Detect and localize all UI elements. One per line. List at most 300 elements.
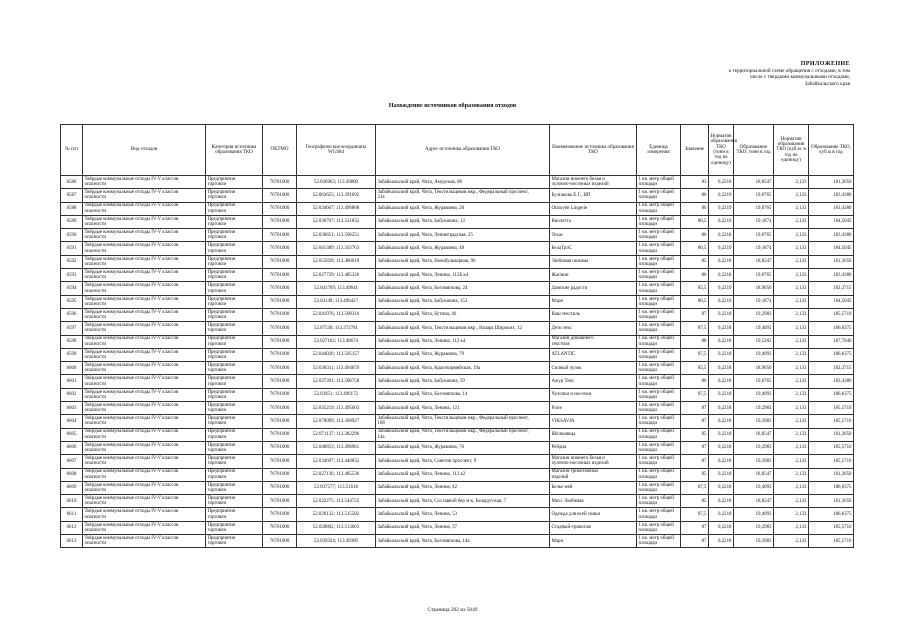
source-category — [206, 508, 263, 521]
norm-m3: 2,133 — [774, 295, 809, 308]
norm-tons: 0,2218 — [709, 255, 734, 268]
m3-per-year: 181,3050 — [809, 255, 854, 268]
source-category-line: торговли — [207, 448, 227, 454]
waste-type — [83, 481, 206, 494]
unit-line: 1 кв. метр общей — [638, 190, 674, 196]
value: 87,5 — [681, 481, 709, 494]
waste-type-line: опасности — [84, 275, 107, 281]
appendix-line: к территориальной схеме обращения с отходами, в том — [728, 67, 850, 74]
waste-type-line: опасности — [84, 527, 107, 533]
norm-m3: 2,133 — [774, 402, 809, 415]
m3-per-year: 185,5710 — [809, 308, 854, 321]
appendix-line: числе с твердыми коммунальными отходами, — [749, 74, 850, 81]
unit — [637, 428, 681, 441]
waste-type — [83, 402, 206, 415]
norm-m3: 2,133 — [774, 455, 809, 468]
waste-type — [83, 441, 206, 454]
source-address-line: Забайкальский край, Чита, Бабушкина, 59 — [377, 378, 465, 384]
unit-line: площади — [638, 355, 658, 360]
oktmo-code: 76701000 — [263, 535, 297, 548]
waste-type — [83, 176, 206, 189]
source-category-line: торговли — [207, 434, 227, 440]
norm-m3: 2,133 — [774, 322, 809, 335]
source-address-line: Забайкальский край, Чита, Богомягкова, 14 — [377, 392, 468, 398]
tons-per-year: 19,0765 — [734, 269, 774, 282]
source-address-line: Забайкальский край, Чита, Журавлева, 48 — [377, 245, 465, 251]
coordinates: 52.027136; 113.485536 — [297, 468, 376, 481]
source-address — [376, 428, 550, 441]
oktmo-code: 76701000 — [263, 322, 297, 335]
source-address — [376, 269, 550, 282]
source-name-line: Чулочки и носочки — [551, 392, 592, 398]
unit — [637, 308, 681, 321]
oktmo-code: 76701000 — [263, 242, 297, 255]
waste-type — [83, 388, 206, 401]
source-address-line: Забайкальский край, Чита, Журавлева, 20 — [377, 206, 465, 212]
source-address — [376, 388, 550, 401]
waste-type-line: Твёрдые коммунальные отходы IV-V классов — [84, 283, 179, 289]
waste-type-line: опасности — [84, 501, 107, 507]
norm-m3: 2,133 — [774, 508, 809, 521]
source-address-line: Забайкальский край, Чита, Журавлева, 79 — [377, 352, 465, 358]
m3-per-year: 183,4380 — [809, 269, 854, 282]
source-name — [550, 202, 637, 215]
unit-line: 1 кв. метр общей — [638, 243, 674, 249]
unit-line: площади — [638, 275, 658, 281]
source-category-line: Предприятия — [207, 416, 236, 422]
oktmo-code: 76701000 — [263, 189, 297, 202]
source-category-line: торговли — [207, 222, 227, 228]
source-category-line: Предприятия — [207, 482, 236, 488]
source-name-line: Дамские радости — [551, 285, 588, 291]
unit-line: площади — [638, 381, 658, 387]
table-row — [61, 535, 854, 548]
unit-line: 1 кв. метр общей — [638, 482, 674, 488]
unit-line: 1 кв. метр общей — [638, 176, 674, 182]
appendix-title: ПРИЛОЖЕНИЕ — [800, 61, 850, 67]
source-name — [550, 229, 637, 242]
source-category-line: торговли — [207, 408, 227, 414]
unit-line: площади — [638, 341, 658, 347]
source-category-line: торговли — [207, 261, 227, 267]
table-header-row — [61, 125, 854, 176]
unit-line: площади — [638, 394, 658, 400]
source-category-line: торговли — [207, 275, 227, 281]
source-name-line: Виолетта — [551, 219, 571, 225]
value: 87,5 — [681, 508, 709, 521]
tons-per-year: 19,1874 — [734, 215, 774, 228]
norm-tons: 0,2218 — [709, 415, 734, 428]
m3-per-year: 181,3050 — [809, 176, 854, 189]
tons-per-year: 19,4093 — [734, 322, 774, 335]
source-category — [206, 189, 263, 202]
table-row — [61, 468, 854, 481]
oktmo-code: 76701000 — [263, 481, 297, 494]
waste-type-line: опасности — [84, 195, 107, 201]
tons-per-year: 18,8547 — [734, 495, 774, 508]
norm-tons: 0,2218 — [709, 362, 734, 375]
source-address — [376, 242, 550, 255]
source-category — [206, 455, 263, 468]
source-name — [550, 388, 637, 401]
source-name-line: Магазин домашнего — [551, 336, 594, 342]
source-name — [550, 375, 637, 388]
table-row — [61, 508, 854, 521]
value: 85,5 — [681, 362, 709, 375]
source-address — [376, 521, 550, 534]
oktmo-code: 76701000 — [263, 428, 297, 441]
value: 87,5 — [681, 322, 709, 335]
value: 85 — [681, 468, 709, 481]
waste-type-line: опасности — [84, 448, 107, 454]
waste-type — [83, 242, 206, 255]
source-category-line: Предприятия — [207, 216, 236, 222]
unit — [637, 176, 681, 189]
norm-tons: 0,2218 — [709, 428, 734, 441]
unit — [637, 508, 681, 521]
table-row — [61, 375, 854, 388]
norm-tons: 0,2218 — [709, 535, 734, 548]
row-number: 6594 — [61, 282, 83, 295]
source-category — [206, 269, 263, 282]
tons-per-year: 19,5202 — [734, 335, 774, 348]
source-name-line: ATLANTIC — [551, 352, 576, 358]
unit — [637, 335, 681, 348]
source-name — [550, 441, 637, 454]
row-number: 6606 — [61, 441, 83, 454]
source-address — [376, 375, 550, 388]
row-number: 6590 — [61, 229, 83, 242]
source-category-line: Предприятия — [207, 296, 236, 302]
row-number: 6593 — [61, 269, 83, 282]
table-row — [61, 495, 854, 508]
norm-m3: 2,133 — [774, 229, 809, 242]
source-name-line: Мисс Любимая — [551, 498, 584, 504]
coordinates: 52.04149; 113.496427 — [297, 295, 376, 308]
table-row — [61, 215, 854, 228]
source-category-line: торговли — [207, 288, 227, 294]
unit-line: площади — [638, 248, 658, 254]
waste-type-line: опасности — [84, 474, 107, 480]
m3-per-year: 185,5710 — [809, 441, 854, 454]
source-category-line: торговли — [207, 341, 227, 347]
source-address-line: Забайкальский край, Чита, Составной бер м-к, Беларусская, 7 — [377, 498, 507, 504]
value: 88 — [681, 335, 709, 348]
unit — [637, 455, 681, 468]
waste-type — [83, 521, 206, 534]
row-number: 6604 — [61, 415, 83, 428]
row-number: 6609 — [61, 481, 83, 494]
source-category — [206, 255, 263, 268]
source-category-line: Предприятия — [207, 323, 236, 329]
col-header: ОКТМО — [263, 125, 297, 176]
value: 87 — [681, 535, 709, 548]
source-category-line: торговли — [207, 368, 227, 374]
m3-per-year: 183,4380 — [809, 202, 854, 215]
waste-type — [83, 335, 206, 348]
unit-line: площади — [638, 421, 658, 427]
source-name — [550, 362, 637, 375]
source-category-line: торговли — [207, 301, 227, 307]
unit-line: площади — [638, 195, 658, 201]
unit-line: 1 кв. метр общей — [638, 469, 674, 475]
source-name — [550, 189, 637, 202]
source-name — [550, 535, 637, 548]
waste-type — [83, 322, 206, 335]
source-name-line: Стадный-трикотаж — [551, 525, 592, 531]
value: 83 — [681, 176, 709, 189]
source-category-line: торговли — [207, 501, 227, 507]
source-name-line: Мэри — [551, 299, 564, 305]
source-address-line: Забайкальский край, Чита, Текстильщиков мкр., Назара Широких, 12 — [377, 325, 523, 331]
source-address — [376, 189, 550, 202]
norm-tons: 0,2218 — [709, 468, 734, 481]
table-row — [61, 428, 854, 441]
col-header: Единица измерения — [637, 125, 681, 176]
tons-per-year: 19,4093 — [734, 508, 774, 521]
unit-line: площади — [638, 315, 658, 321]
row-number: 6596 — [61, 308, 83, 321]
tons-per-year: 19,0765 — [734, 189, 774, 202]
value: 87,5 — [681, 388, 709, 401]
source-category — [206, 495, 263, 508]
oktmo-code: 76701000 — [263, 335, 297, 348]
source-category — [206, 202, 263, 215]
norm-tons: 0,2218 — [709, 269, 734, 282]
source-name — [550, 335, 637, 348]
value: 85,5 — [681, 282, 709, 295]
waste-type-line: Твёрдые коммунальные отходы IV-V классов — [84, 442, 179, 448]
table-row — [61, 176, 854, 189]
m3-per-year: 183,4380 — [809, 375, 854, 388]
table-row — [61, 521, 854, 534]
col-header: Наименование источника образования ТКО — [550, 125, 637, 176]
value: 86 — [681, 269, 709, 282]
source-address — [376, 455, 550, 468]
unit-line: площади — [638, 288, 658, 294]
waste-type — [83, 468, 206, 481]
unit-line: 1 кв. метр общей — [638, 509, 674, 515]
unit — [637, 535, 681, 548]
unit-line: 1 кв. метр общей — [638, 389, 674, 395]
table-row — [61, 229, 854, 242]
coordinates: 52.046853; 113.496961 — [297, 441, 376, 454]
source-name — [550, 481, 637, 494]
oktmo-code: 76701000 — [263, 468, 297, 481]
source-name-line: Ваш текстиль — [551, 312, 581, 318]
norm-tons: 0,2218 — [709, 335, 734, 348]
source-category-line: торговли — [207, 394, 227, 400]
source-category-line: торговли — [207, 514, 227, 520]
source-name — [550, 242, 637, 255]
source-address-line: Забайкальский край, Чита, Ленина, 112 к2 — [377, 472, 466, 478]
source-category-line: Предприятия — [207, 269, 236, 275]
col-header: Образование ТКО, куб.м в год — [809, 125, 854, 176]
m3-per-year: 184,5045 — [809, 295, 854, 308]
row-number: 6600 — [61, 362, 83, 375]
norm-tons: 0,2218 — [709, 481, 734, 494]
norm-tons: 0,2218 — [709, 388, 734, 401]
value: 86,5 — [681, 295, 709, 308]
row-number: 6599 — [61, 348, 83, 361]
tons-per-year: 19,0765 — [734, 229, 774, 242]
source-name-line: Ажур Текс — [551, 378, 574, 384]
value: 87 — [681, 415, 709, 428]
tons-per-year: 18,9656 — [734, 282, 774, 295]
waste-type-line: Твёрдые коммунальные отходы IV-V классов — [84, 256, 179, 262]
tons-per-year: 19,2983 — [734, 415, 774, 428]
source-category — [206, 535, 263, 548]
col-header: Вид отходов — [83, 125, 206, 176]
row-number: 6601 — [61, 375, 83, 388]
oktmo-code: 76701000 — [263, 362, 297, 375]
source-category-line: Предприятия — [207, 283, 236, 289]
source-category-line: Предприятия — [207, 522, 236, 528]
unit-line: 1 кв. метр общей — [638, 230, 674, 236]
waste-type-line: Твёрдые коммунальные отходы IV-V классов — [84, 389, 179, 395]
coordinates: 52.044026; 113.505157 — [297, 348, 376, 361]
col-header: Географические координаты WGS84 — [297, 125, 376, 176]
source-name — [550, 415, 637, 428]
tons-per-year: 19,2983 — [734, 535, 774, 548]
waste-type — [83, 375, 206, 388]
source-category-line: торговли — [207, 355, 227, 360]
source-category-line: торговли — [207, 195, 227, 201]
unit-line: площади — [638, 487, 658, 493]
waste-type-line: опасности — [84, 434, 107, 440]
unit — [637, 375, 681, 388]
tons-per-year: 19,4093 — [734, 348, 774, 361]
coordinates: 52.030707; 113.521832 — [297, 215, 376, 228]
col-header: Значение — [681, 125, 709, 176]
tons-per-year: 19,1874 — [734, 242, 774, 255]
waste-type — [83, 508, 206, 521]
waste-type-line: Твёрдые коммунальные отходы IV-V классов — [84, 363, 179, 368]
source-category-line: Предприятия — [207, 203, 236, 209]
source-category — [206, 415, 263, 428]
unit-line: 1 кв. метр общей — [638, 283, 674, 289]
row-number: 6598 — [61, 335, 83, 348]
waste-type — [83, 255, 206, 268]
tons-per-year: 18,8547 — [734, 255, 774, 268]
norm-tons: 0,2219 — [709, 202, 734, 215]
coordinates: 52.028802; 113.513663 — [297, 521, 376, 534]
table-row — [61, 402, 854, 415]
source-name-line: Белье мей — [551, 485, 573, 491]
unit-line: площади — [638, 448, 658, 454]
tons-per-year: 19,2983 — [734, 308, 774, 321]
waste-type-line: опасности — [84, 355, 107, 360]
oktmo-code: 76701000 — [263, 441, 297, 454]
waste-type-line: Твёрдые коммунальные отходы IV-V классов — [84, 296, 179, 302]
waste-type-line: опасности — [84, 235, 107, 241]
norm-m3: 2,133 — [774, 495, 809, 508]
norm-m3: 2,133 — [774, 202, 809, 215]
m3-per-year: 184,5045 — [809, 242, 854, 255]
source-category-line: Предприятия — [207, 442, 236, 448]
source-address-line: Забайкальский край, Чита, Новобульварная, 96 — [377, 259, 476, 265]
coordinates: 52.03951; 113.496172 — [297, 388, 376, 401]
source-address-line: Забайкальский край, Чита, Ленина, 42 — [377, 485, 458, 491]
waste-type-line: опасности — [84, 541, 107, 547]
col-header: Норматив образования ТКО (тонн в год на единицу) — [709, 125, 734, 176]
appendix-line: Забайкальского края — [804, 80, 850, 87]
document-title: Нахождение источников образования отходов — [388, 102, 517, 109]
source-category — [206, 481, 263, 494]
m3-per-year: 185,5710 — [809, 402, 854, 415]
unit-line: 1 кв. метр общей — [638, 296, 674, 302]
source-name — [550, 295, 637, 308]
table-row — [61, 348, 854, 361]
waste-type — [83, 202, 206, 215]
source-address-line: Забайкальский край, Чита, Ленинградская, 25 — [377, 232, 473, 238]
value: 85 — [681, 495, 709, 508]
value: 86,5 — [681, 215, 709, 228]
source-category-line: Предприятия — [207, 429, 236, 435]
oktmo-code: 76701000 — [263, 348, 297, 361]
source-category-line: торговли — [207, 328, 227, 334]
value: 87 — [681, 521, 709, 534]
source-address-line: Забайкальский край, Чита, Текстильщиков мкр., Федеральный проспект, — [377, 416, 529, 422]
tons-per-year: 18,8547 — [734, 468, 774, 481]
unit — [637, 242, 681, 255]
value: 86 — [681, 189, 709, 202]
norm-m3: 2,133 — [774, 335, 809, 348]
waste-type — [83, 269, 206, 282]
unit-line: 1 кв. метр общей — [638, 203, 674, 209]
row-number: 6597 — [61, 322, 83, 335]
row-number: 6610 — [61, 495, 83, 508]
waste-type-line: Твёрдые коммунальные отходы IV-V классов — [84, 309, 179, 315]
source-category — [206, 428, 263, 441]
table-row — [61, 242, 854, 255]
m3-per-year: 185,5710 — [809, 521, 854, 534]
row-number: 6586 — [61, 176, 83, 189]
waste-type-line: опасности — [84, 514, 107, 520]
source-name — [550, 176, 637, 189]
value: 86 — [681, 375, 709, 388]
source-name-line: Магазин трикотажных — [551, 469, 599, 475]
source-category — [206, 229, 263, 242]
waste-type — [83, 189, 206, 202]
col-header: Адрес источника образования ТКО — [376, 125, 550, 176]
tons-per-year: 19,2983 — [734, 455, 774, 468]
tons-per-year: 18,8547 — [734, 176, 774, 189]
source-name-line: Fiore — [551, 405, 562, 411]
norm-m3: 2,133 — [774, 481, 809, 494]
row-number: 6587 — [61, 189, 83, 202]
source-category-line: Предприятия — [207, 336, 236, 342]
source-name-line: Любимая пижама — [551, 259, 589, 265]
coordinates: 52.035219; 113.495603 — [297, 402, 376, 415]
value: 85 — [681, 428, 709, 441]
unit-line: площади — [638, 182, 658, 188]
waste-type-line: опасности — [84, 261, 107, 267]
source-address-line: Забайкальский край, Чита, Амурская, 88 — [377, 179, 462, 185]
source-category-line: Предприятия — [207, 256, 236, 262]
value: 86 — [681, 229, 709, 242]
source-address-line: Забайкальский край, Чита, Бабушкина, 13 — [377, 219, 465, 225]
norm-tons: 0,2218 — [709, 455, 734, 468]
waste-type-line: опасности — [84, 248, 107, 254]
norm-tons: 0,2218 — [709, 322, 734, 335]
oktmo-code: 76701000 — [263, 202, 297, 215]
source-address-line: 14а — [377, 434, 385, 440]
source-category-line: торговли — [207, 541, 227, 547]
source-address — [376, 508, 550, 521]
unit — [637, 229, 681, 242]
unit-line: 1 кв. метр общей — [638, 456, 674, 462]
